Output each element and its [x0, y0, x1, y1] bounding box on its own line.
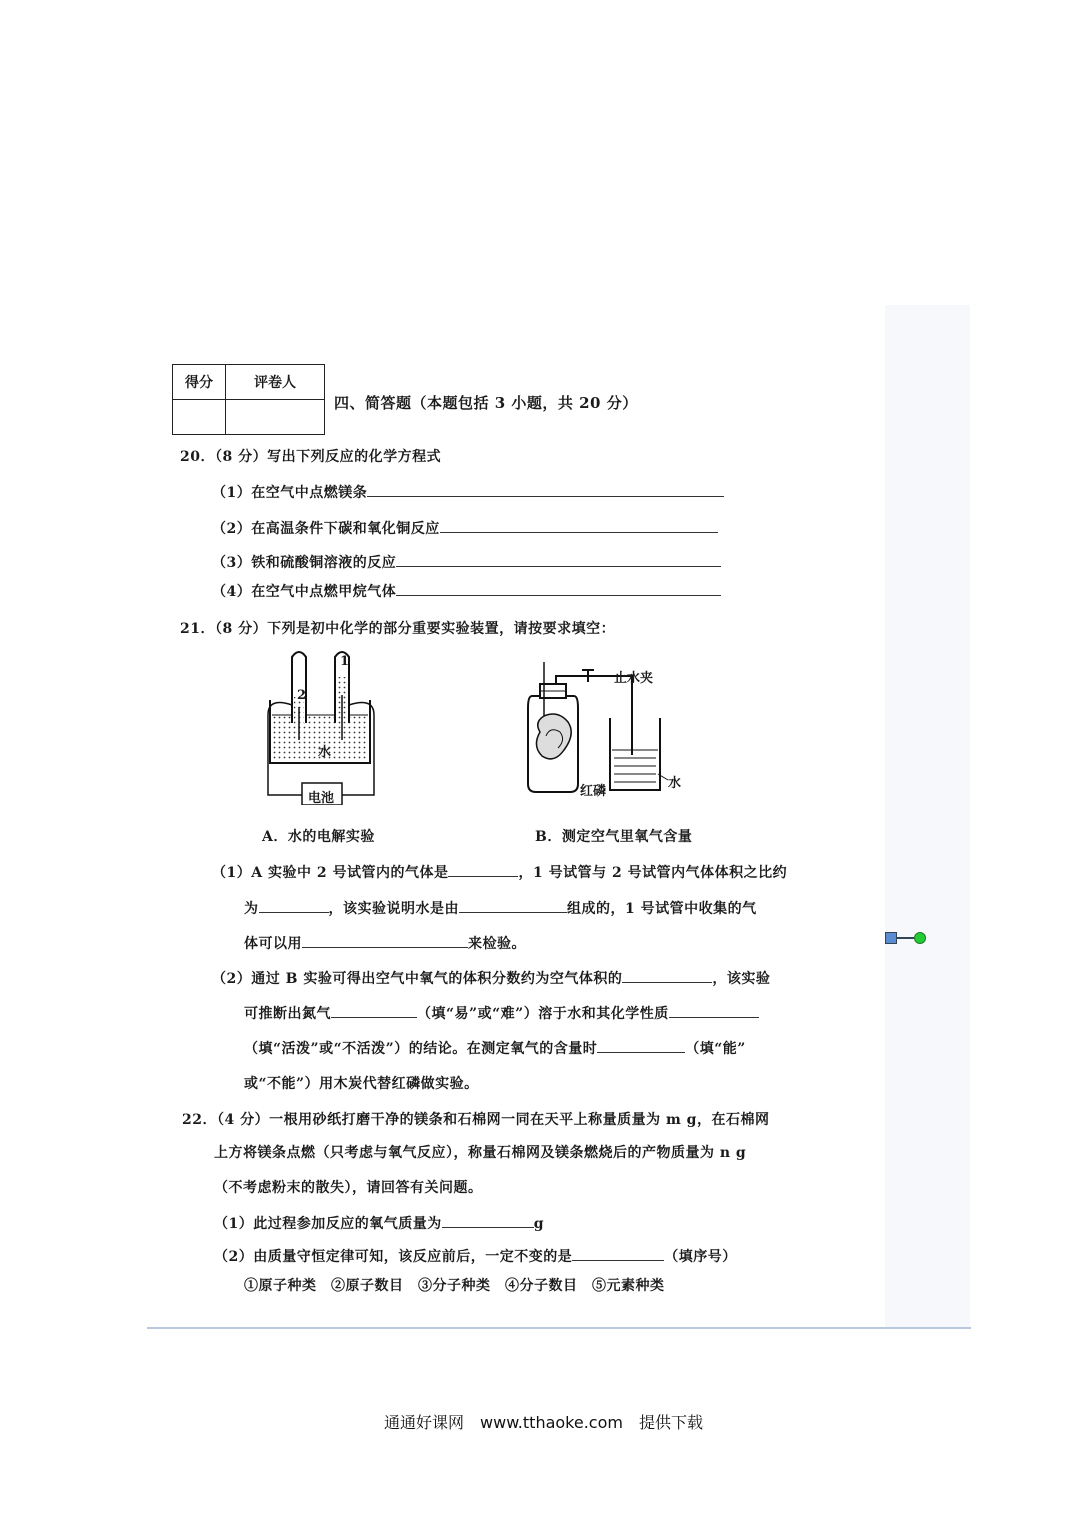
score-cell[interactable]: [173, 400, 226, 435]
q21-p1-text-b: ，1 号试管与 2 号试管内气体体积之比约: [518, 865, 788, 881]
q20-item-4-label: （4）在空气中点燃甲烷气体: [212, 584, 397, 600]
q21-p1-text-e: 组成的，1 号试管中收集的气: [567, 901, 757, 917]
q21-blank-test[interactable]: [302, 933, 468, 948]
q21-p2-text-b: ，该实验: [712, 971, 771, 987]
q21-p2-text-a: （2）通过 B 实验可得出空气中氧气的体积分数约为空气体积的: [212, 971, 623, 987]
q21-p1-text-c: 为: [244, 901, 259, 917]
section-title: 四、简答题（本题包括 3 小题，共 20 分）: [334, 394, 638, 412]
q20-item-2-label: （2）在高温条件下碳和氧化铜反应: [212, 521, 440, 537]
footer-credit: 通通好课网 www.tthaoke.com 提供下载: [384, 1413, 703, 1432]
q21-p2-line1: [212, 968, 770, 988]
q22-p2: [214, 1246, 737, 1266]
fig-b-water-label: 水: [668, 776, 682, 791]
fig-b-phosphorus-label: 红磷: [580, 784, 607, 799]
q20-stem: 20．（8 分）写出下列反应的化学方程式: [180, 449, 442, 465]
q22-line1: 22．（4 分）一根用砂纸打磨干净的镁条和石棉网一同在天平上称量质量为 m g，在石棉网: [182, 1112, 770, 1128]
q22-blank-unchanged[interactable]: [572, 1246, 664, 1261]
q21-blank-ratio[interactable]: [259, 898, 329, 913]
q21-p1-text-g: 来检验。: [468, 936, 526, 952]
score-table: [172, 364, 325, 435]
q21-p1-line2: [244, 898, 757, 918]
q20-item-1-label: （1）在空气中点燃镁条: [212, 485, 368, 501]
score-header: 得分: [173, 365, 226, 400]
q22-p1-text: （1）此过程参加反应的氧气质量为: [214, 1216, 442, 1232]
fig-b-clamp-label: 止水夹: [614, 671, 654, 686]
q20-blank-1[interactable]: [367, 482, 724, 497]
q22-line3: （不考虑粉末的散失），请回答有关问题。: [214, 1180, 483, 1196]
fig-a-tube2-label: 2: [297, 688, 307, 703]
q21-p1-line1: [212, 862, 787, 882]
q20-blank-2[interactable]: [440, 518, 718, 533]
grader-cell[interactable]: [226, 400, 325, 435]
q21-p1-line3: [244, 933, 526, 953]
q22-p1-unit: g: [533, 1216, 545, 1232]
fig-a-water-label: 水: [318, 745, 332, 760]
q20-blank-3[interactable]: [396, 552, 721, 567]
q22-blank-oxygen-mass[interactable]: [442, 1213, 534, 1228]
q21-p1-text-d: ，该实验说明水是由: [328, 901, 459, 917]
marker-connector: [896, 937, 914, 939]
q20-item-3: [212, 552, 721, 572]
q21-p2-line4: 或“不能”）用木炭代替红磷做实验。: [244, 1076, 479, 1092]
q21-p1-text-a: （1）A 实验中 2 号试管内的气体是: [212, 865, 449, 881]
figure-a-electrolysis: [262, 645, 387, 805]
q20-item-1: [212, 482, 724, 502]
q21-p2-text-c: 可推断出氮气: [244, 1006, 331, 1022]
fig-a-battery-label: 电池: [308, 791, 335, 806]
q21-blank-gas[interactable]: [448, 862, 518, 877]
q21-p2-line2: [244, 1003, 759, 1023]
q21-p2-text-e: （填“活泼”或“不活泼”）的结论。在测定氧气的含量时: [244, 1041, 598, 1057]
q20-item-4: [212, 581, 721, 601]
q20-item-3-label: （3）铁和硫酸铜溶液的反应: [212, 555, 397, 571]
fig-a-caption: A．水的电解实验: [262, 829, 375, 845]
q20-item-2: [212, 518, 718, 538]
grader-header: 评卷人: [226, 365, 325, 400]
q21-p1-text-f: 体可以用: [244, 936, 302, 952]
q20-blank-4[interactable]: [396, 581, 721, 596]
q21-blank-fraction[interactable]: [622, 968, 712, 983]
q21-p2-text-d: （填“易”或“难”）溶于水和其化学性质: [417, 1006, 669, 1022]
q21-p2-line3: [244, 1038, 746, 1058]
marker-dot-icon[interactable]: [914, 932, 926, 944]
q21-blank-property[interactable]: [669, 1003, 759, 1018]
page-bottom-rule: [147, 1327, 971, 1329]
q21-blank-can[interactable]: [597, 1038, 685, 1053]
fig-a-tube1-label: 1: [340, 654, 350, 669]
q22-p2-text: （2）由质量守恒定律可知，该反应前后，一定不变的是: [214, 1249, 573, 1265]
q21-p2-text-f: （填“能”: [685, 1041, 746, 1057]
q22-line2: 上方将镁条点燃（只考虑与氧气反应），称量石棉网及镁条燃烧后的产物质量为 n g: [214, 1145, 747, 1161]
q21-blank-composition[interactable]: [459, 898, 567, 913]
q21-blank-solubility[interactable]: [331, 1003, 417, 1018]
fig-b-caption: B．测定空气里氧气含量: [535, 829, 693, 845]
q21-stem: 21．（8 分）下列是初中化学的部分重要实验装置，请按要求填空：: [180, 621, 616, 637]
q22-p2-hint: （填序号）: [664, 1249, 737, 1265]
q22-p1: [214, 1213, 544, 1233]
page-shadow: [885, 305, 970, 1327]
q22-options: ①原子种类 ②原子数目 ③分子种类 ④分子数目 ⑤元素种类: [244, 1278, 665, 1294]
